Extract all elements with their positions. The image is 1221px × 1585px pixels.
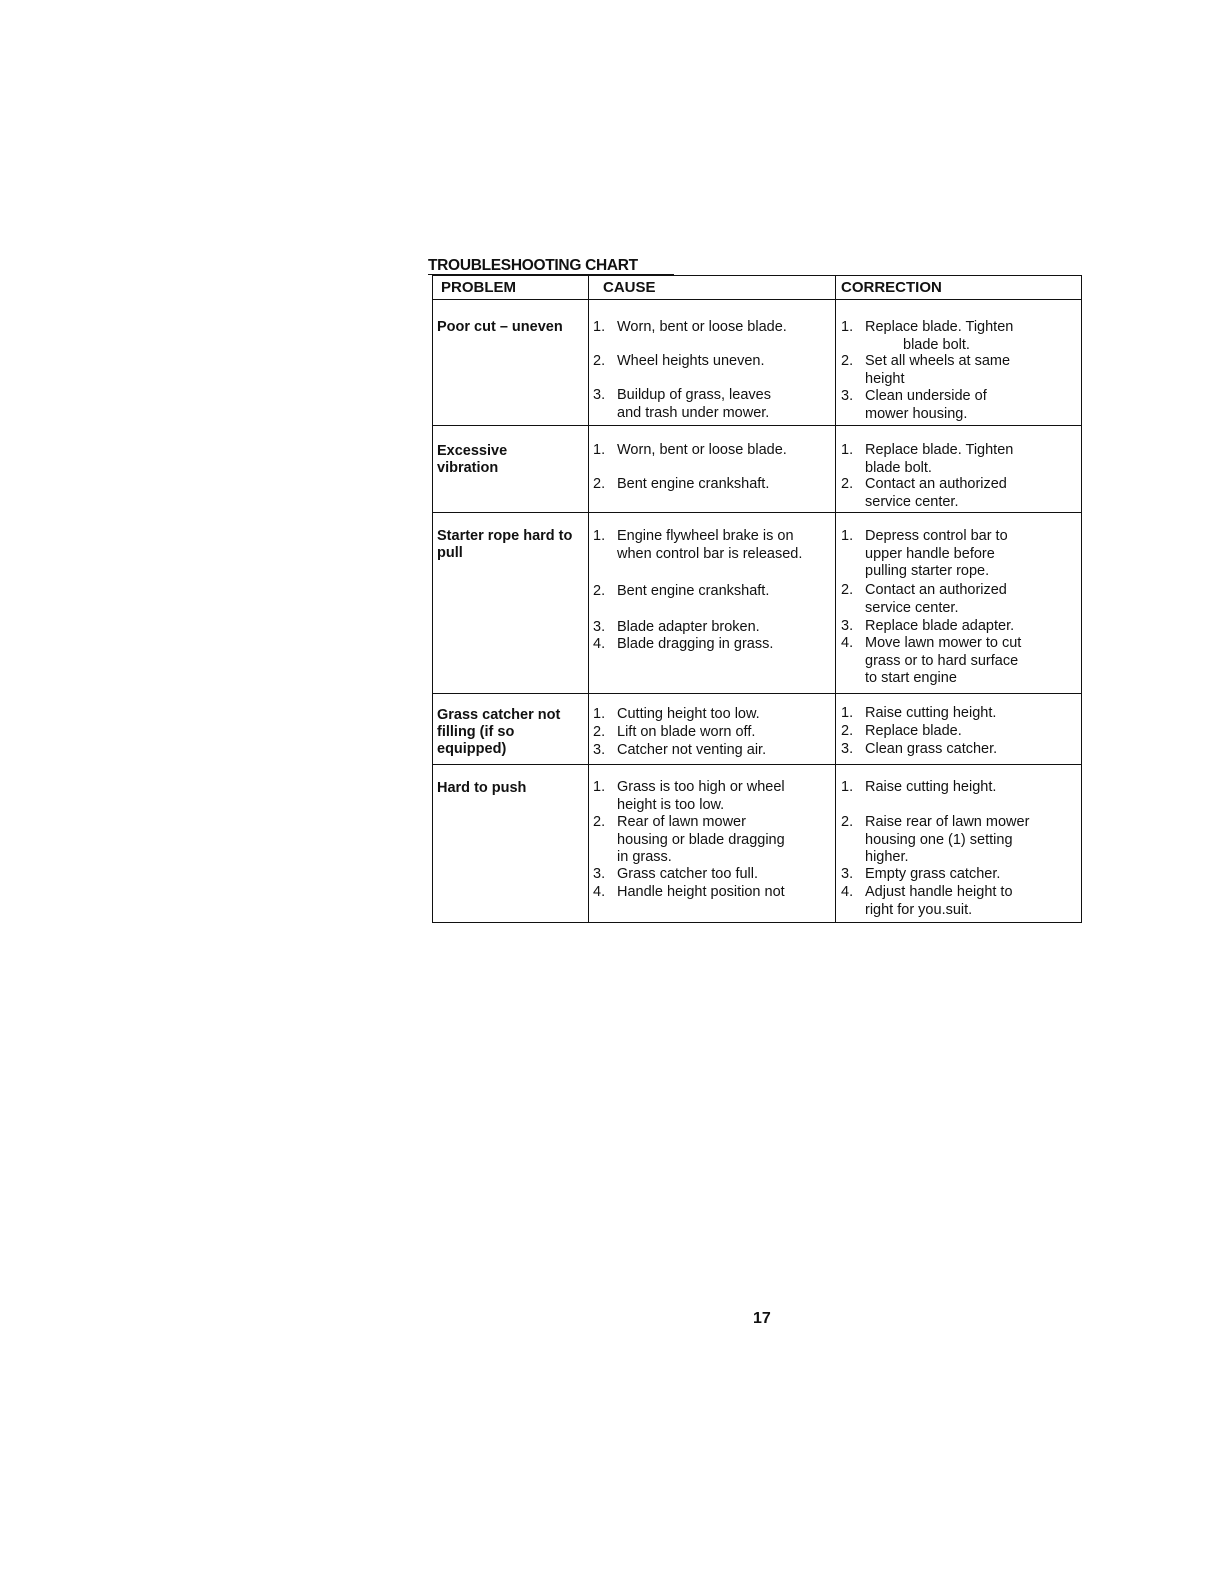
problem-text: Grass catcher not filling (if so equipped)	[437, 707, 561, 757]
correction-line: Replace blade.	[865, 723, 962, 739]
cause-line: Bent engine crankshaft.	[617, 476, 770, 492]
correction-line: right for you.suit.	[865, 901, 973, 918]
correction-line: upper handle before	[865, 545, 995, 562]
cause-number: 2.	[593, 476, 606, 492]
correction-cell	[835, 300, 1083, 425]
correction-line: higher.	[865, 849, 909, 865]
correction-text	[865, 353, 1090, 388]
cause-line: Lift on blade worn off.	[617, 724, 756, 740]
correction-number: 4.	[841, 635, 854, 651]
table-row	[432, 300, 1082, 426]
cause-line: in grass.	[617, 849, 672, 865]
cause-line: Blade dragging in grass.	[617, 636, 774, 652]
correction-cell	[835, 765, 1083, 922]
cause-line: Grass is too high or wheel	[617, 779, 785, 795]
correction-line: blade bolt.	[865, 459, 932, 476]
correction-line: Contact an authorized	[865, 476, 1007, 492]
correction-number: 2.	[841, 476, 854, 492]
cause-number: 2.	[593, 724, 606, 740]
correction-number: 1.	[841, 779, 854, 795]
cause-cell	[588, 300, 835, 425]
correction-line: Raise rear of lawn mower	[865, 814, 1030, 830]
cause-text	[617, 866, 842, 884]
correction-number: 3.	[841, 741, 854, 757]
correction-number: 3.	[841, 866, 854, 882]
page-number: 17	[753, 1310, 771, 1327]
cause-text	[617, 779, 842, 814]
chart-title: TROUBLESHOOTING CHART	[428, 257, 674, 275]
correction-line: service center.	[865, 493, 959, 510]
header-correction: CORRECTION	[835, 276, 1083, 299]
correction-line: blade bolt.	[903, 336, 970, 353]
correction-line: grass or to hard surface	[865, 652, 1019, 669]
correction-number: 2.	[841, 353, 854, 369]
problem-cell	[433, 426, 588, 512]
problem-cell	[433, 300, 588, 425]
cause-line: when control bar is released.	[617, 545, 803, 562]
correction-cell	[835, 426, 1083, 512]
cause-number: 4.	[593, 636, 606, 652]
correction-line: Clean grass catcher.	[865, 741, 998, 757]
cause-number: 1.	[593, 442, 606, 458]
cause-text	[617, 319, 842, 337]
correction-text	[865, 741, 1090, 759]
cause-line: Handle height position not	[617, 884, 785, 900]
correction-line: Empty grass catcher.	[865, 866, 1001, 882]
correction-text	[865, 528, 1090, 581]
cause-number: 3.	[593, 619, 606, 635]
correction-line: pulling starter rope.	[865, 563, 990, 579]
correction-number: 1.	[841, 705, 854, 721]
table-row	[432, 513, 1082, 694]
correction-text	[865, 884, 1090, 919]
cause-number: 2.	[593, 353, 606, 369]
problem-cell	[433, 513, 588, 693]
cause-number: 3.	[593, 866, 606, 882]
cause-number: 1.	[593, 706, 606, 722]
correction-line: Replace blade. Tighten	[865, 442, 1014, 458]
problem-text: Excessive vibration	[437, 443, 508, 476]
correction-text	[865, 582, 1090, 617]
problem-text: Hard to push	[437, 780, 527, 796]
correction-number: 1.	[841, 528, 854, 544]
table-row	[432, 765, 1082, 923]
problem-cell	[433, 694, 588, 764]
correction-line: Raise cutting height.	[865, 705, 997, 721]
correction-number: 1.	[841, 319, 854, 335]
cause-line: Wheel heights uneven.	[617, 353, 765, 369]
cause-number: 2.	[593, 583, 606, 599]
correction-text	[865, 476, 1090, 511]
cause-text	[617, 706, 842, 724]
problem-text: Starter rope hard to pull	[437, 528, 573, 561]
cause-number: 3.	[593, 742, 606, 758]
cause-line: Worn, bent or loose blade.	[617, 319, 787, 335]
correction-number: 3.	[841, 388, 854, 404]
cause-number: 1.	[593, 779, 606, 795]
correction-line: Clean underside of	[865, 388, 987, 404]
cause-number: 1.	[593, 319, 606, 335]
problem-text: Poor cut – uneven	[437, 319, 563, 335]
correction-number: 2.	[841, 582, 854, 598]
cause-text	[617, 353, 842, 371]
correction-text	[865, 319, 1090, 354]
correction-line: Depress control bar to	[865, 528, 1008, 544]
table-row	[432, 426, 1082, 513]
cause-line: height is too low.	[617, 796, 725, 813]
cause-line: Bent engine crankshaft.	[617, 583, 770, 599]
cause-cell	[588, 513, 835, 693]
table-row	[432, 694, 1082, 765]
cause-number: 2.	[593, 814, 606, 830]
cause-line: and trash under mower.	[617, 404, 770, 421]
correction-line: Move lawn mower to cut	[865, 635, 1022, 651]
correction-number: 2.	[841, 814, 854, 830]
problem-cell	[433, 765, 588, 922]
correction-line: Contact an authorized	[865, 582, 1007, 598]
cause-line: Cutting height too low.	[617, 706, 760, 722]
cause-text	[617, 583, 842, 601]
correction-line: mower housing.	[865, 405, 968, 422]
correction-line: Adjust handle height to	[865, 884, 1013, 900]
cause-cell	[588, 426, 835, 512]
cause-text	[617, 814, 842, 867]
header-cause: CAUSE	[588, 276, 835, 299]
correction-text	[865, 635, 1090, 688]
correction-text	[865, 779, 1090, 797]
troubleshooting-table	[432, 275, 1082, 923]
correction-number: 1.	[841, 442, 854, 458]
cause-number: 3.	[593, 387, 606, 403]
cause-cell	[588, 694, 835, 764]
correction-text	[865, 388, 1090, 423]
cause-text	[617, 636, 842, 654]
cause-line: Blade adapter broken.	[617, 619, 760, 635]
correction-line: housing one (1) setting	[865, 831, 1013, 848]
correction-line: Replace blade adapter.	[865, 618, 1015, 634]
correction-line: Set all wheels at same	[865, 353, 1011, 369]
correction-line: to start engine	[865, 670, 957, 686]
cause-text	[617, 442, 842, 460]
cause-text	[617, 619, 842, 637]
cause-text	[617, 528, 842, 563]
cause-text	[617, 476, 842, 494]
cause-text	[617, 724, 842, 742]
cause-line: Engine flywheel brake is on	[617, 528, 794, 544]
correction-line: Raise cutting height.	[865, 779, 997, 795]
correction-cell	[835, 694, 1083, 764]
correction-number: 4.	[841, 884, 854, 900]
cause-line: housing or blade dragging	[617, 831, 785, 848]
cause-text	[617, 742, 842, 760]
correction-text	[865, 705, 1090, 723]
cause-line: Worn, bent or loose blade.	[617, 442, 787, 458]
correction-text	[865, 442, 1090, 477]
table-header	[432, 275, 1082, 300]
cause-text	[617, 884, 842, 902]
correction-line: service center.	[865, 599, 959, 616]
cause-number: 4.	[593, 884, 606, 900]
correction-line: height	[865, 370, 905, 387]
correction-text	[865, 814, 1090, 867]
correction-cell	[835, 513, 1083, 693]
cause-number: 1.	[593, 528, 606, 544]
correction-text	[865, 866, 1090, 884]
cause-text	[617, 387, 842, 422]
cause-line: Rear of lawn mower	[617, 814, 746, 830]
cause-line: Catcher not venting air.	[617, 742, 767, 758]
correction-text	[865, 723, 1090, 741]
cause-line: Grass catcher too full.	[617, 866, 759, 882]
correction-number: 2.	[841, 723, 854, 739]
header-problem: PROBLEM	[441, 279, 516, 296]
correction-text	[865, 618, 1090, 636]
cause-cell	[588, 765, 835, 922]
correction-line: Replace blade. Tighten	[865, 319, 1014, 335]
cause-line: Buildup of grass, leaves	[617, 387, 771, 403]
correction-number: 3.	[841, 618, 854, 634]
